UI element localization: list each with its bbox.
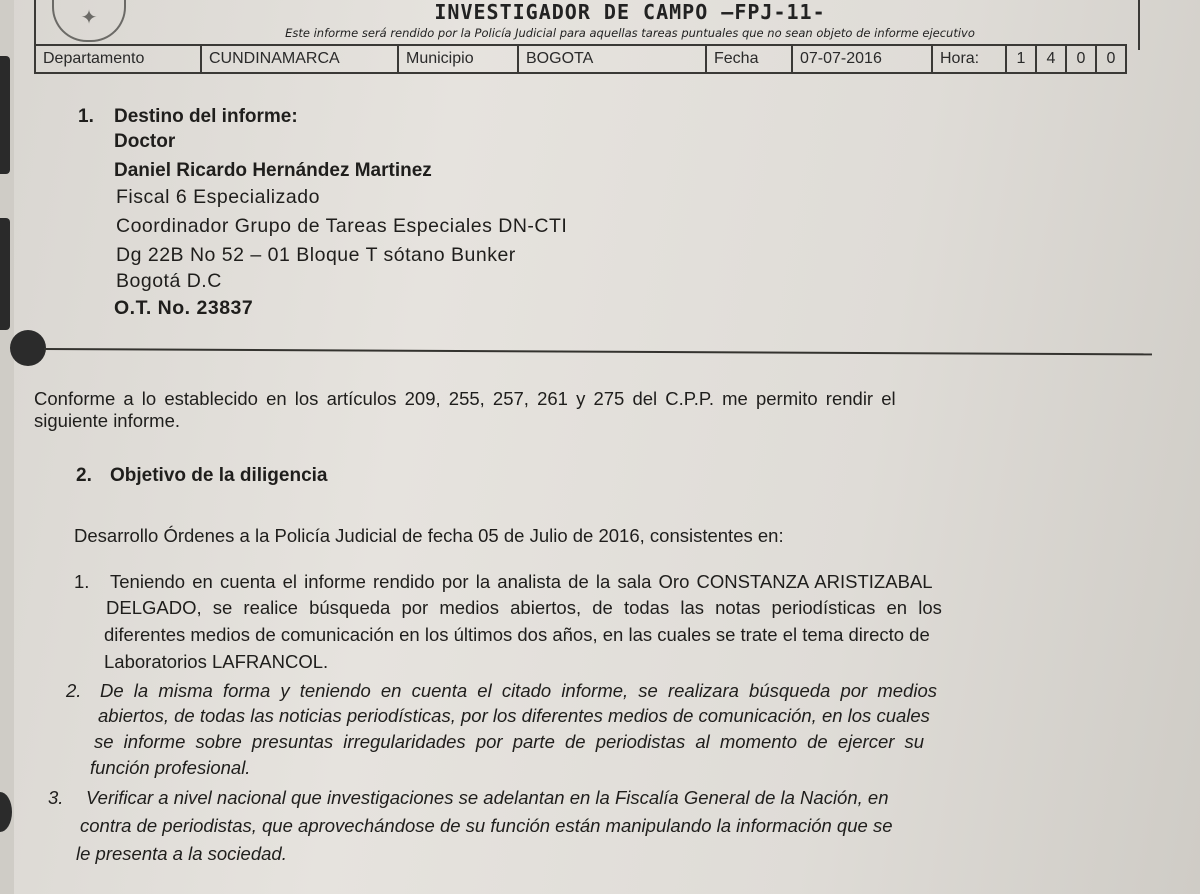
departamento-value: CUNDINAMARCA: [201, 45, 398, 73]
item3-line: contra de periodistas, que aprovechándose de su función están manipulando la información que se: [80, 815, 893, 836]
municipio-label: Municipio: [398, 45, 518, 73]
section1-number: 1.: [78, 106, 94, 127]
recipient-group: Coordinador Grupo de Tareas Especiales DN-CTI: [116, 215, 568, 237]
punch-hole-upper: [10, 330, 46, 366]
hora-digit: 0: [1066, 45, 1096, 73]
hora-digit: 1: [1006, 45, 1036, 73]
municipio-value: BOGOTA: [518, 45, 706, 73]
recipient-city: Bogotá D.C: [116, 270, 222, 292]
item2-line: abiertos, de todas las noticias periodísticas, por los diferentes medios de comunicación, en los cuales: [98, 705, 930, 726]
item1-line: diferentes medios de comunicación en los últimos dos años, en las cuales se trate el tema directo de: [104, 624, 930, 645]
fecha-label: Fecha: [706, 45, 792, 73]
item2-line: se informe sobre presuntas irregularidades por parte de periodistas al momento de ejercer su: [94, 731, 925, 752]
form-title: INVESTIGADOR DE CAMPO –FPJ-11-: [434, 0, 826, 24]
section1-heading: Destino del informe:: [114, 106, 298, 127]
item3-line: Verificar a nivel nacional que investigaciones se adelantan en la Fiscalía General de la Nación, en: [86, 787, 889, 808]
binding-mark-middle: [0, 218, 10, 330]
item2-line: De la misma forma y teniendo en cuenta el citado informe, se realizara búsqueda por medios: [100, 680, 937, 701]
departamento-label: Departamento: [35, 45, 201, 73]
section2-lead: Desarrollo Órdenes a la Policía Judicial de fecha 05 de Julio de 2016, consistentes en:: [74, 525, 784, 546]
recipient-title: Doctor: [114, 131, 176, 152]
order-number: O.T. No. 23837: [114, 297, 254, 319]
intro-line-2: siguiente informe.: [34, 410, 181, 431]
divider-line: [44, 348, 1152, 355]
fecha-value: 07-07-2016: [792, 45, 932, 73]
recipient-name: Daniel Ricardo Hernández Martinez: [114, 160, 432, 181]
item2-line: función profesional.: [90, 757, 251, 778]
item2-number: 2.: [66, 680, 82, 701]
hora-digit: 4: [1036, 45, 1066, 73]
item3-line: le presenta a la sociedad.: [76, 843, 287, 864]
header-fields-table: [34, 44, 1127, 74]
hora-label: Hora:: [932, 45, 1006, 73]
recipient-address: Dg 22B No 52 – 01 Bloque T sótano Bunker: [116, 244, 516, 266]
item1-number: 1.: [74, 571, 90, 592]
form-subtitle: Este informe será rendido por la Policía Judicial para aquellas tareas puntuales que no sean objeto de informe ejecutivo: [285, 26, 975, 40]
item1-line: DELGADO, se realice búsqueda por medios abiertos, de todas las notas periodísticas en los: [106, 597, 942, 618]
section2-heading: Objetivo de la diligencia: [110, 465, 328, 486]
hora-digit: 0: [1096, 45, 1126, 73]
recipient-position: Fiscal 6 Especializado: [116, 186, 320, 208]
section2-number: 2.: [76, 465, 92, 486]
item3-number: 3.: [48, 787, 64, 808]
item1-line: Teniendo en cuenta el informe rendido por la analista de la sala Oro CONSTANZA ARISTIZABAL: [110, 571, 933, 592]
intro-line-1: Conforme a lo establecido en los artículos 209, 255, 257, 261 y 275 del C.P.P. me permito rendir el: [34, 388, 896, 409]
item1-line: Laboratorios LAFRANCOL.: [104, 651, 329, 672]
binding-mark-top: [0, 56, 10, 174]
seal-icon: ✦: [52, 0, 126, 42]
